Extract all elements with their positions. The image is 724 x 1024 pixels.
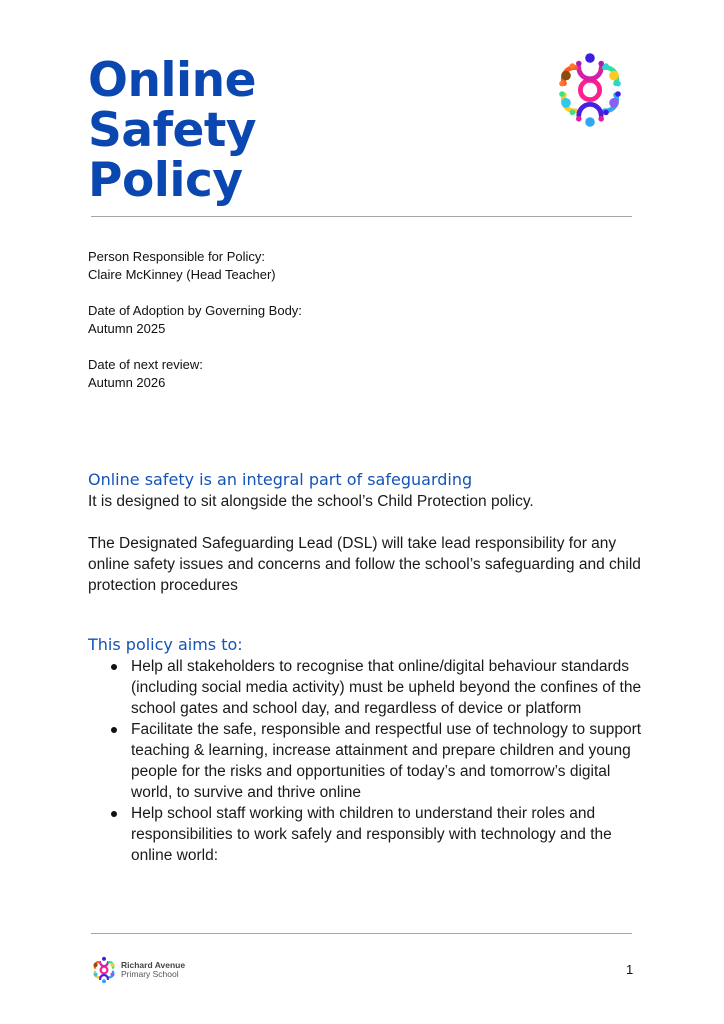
- bullet-icon: [111, 664, 117, 670]
- aims-list: [88, 656, 648, 866]
- title-line-2: Safety: [88, 103, 256, 158]
- review-group: [88, 356, 302, 392]
- school-name-line-2: Primary School: [121, 969, 179, 979]
- list-item: Help school staff working with children to understand their roles and responsibilities to work safely and responsibly with technology and the online world:: [88, 803, 648, 866]
- school-name: [121, 961, 185, 979]
- adoption-group: [88, 302, 302, 338]
- page-title: [88, 53, 256, 208]
- safeguarding-heading: Online safety is an integral part of safeguarding: [88, 470, 473, 489]
- school-logo-small-icon: [90, 956, 118, 984]
- aims-heading: This policy aims to:: [88, 635, 243, 654]
- page-number: 1: [626, 962, 634, 977]
- header-divider: [91, 216, 632, 217]
- title-line-1: Online: [88, 53, 256, 108]
- title-line-3: Policy: [88, 153, 243, 208]
- adoption-label: Date of Adoption by Governing Body:: [88, 303, 302, 318]
- safeguarding-para-1: It is designed to sit alongside the school’s Child Protection policy.: [88, 493, 534, 510]
- footer-divider: [91, 933, 632, 934]
- safeguarding-para-2: The Designated Safeguarding Lead (DSL) will take lead responsibility for any online safety issues and concerns and follow the school’s safeguarding and child protection procedures: [88, 535, 641, 594]
- responsible-group: [88, 248, 302, 284]
- bullet-icon: [111, 811, 117, 817]
- adoption-value: Autumn 2025: [88, 321, 166, 336]
- list-item: Facilitate the safe, responsible and respectful use of technology to support teaching & learning, increase attainment and prepare children and young people for the risks and opportunities of today’s and tomorrow’s digital world, to survive and thrive online: [88, 719, 648, 803]
- responsible-label: Person Responsible for Policy:: [88, 249, 266, 264]
- school-name-line-1: Richard Avenue: [121, 960, 186, 970]
- school-logo-icon: [550, 50, 630, 130]
- review-label: Date of next review:: [88, 357, 203, 372]
- policy-meta: [88, 248, 302, 410]
- review-value: Autumn 2026: [88, 375, 166, 390]
- responsible-value: Claire McKinney (Head Teacher): [88, 267, 276, 282]
- bullet-icon: [111, 727, 117, 733]
- safeguarding-section: [88, 469, 648, 596]
- list-item: Help all stakeholders to recognise that online/digital behaviour standards (including social media activity) must be upheld beyond the confines of the school gates and school day, and regardless of device or platform: [88, 656, 648, 719]
- footer-school-logo: [90, 956, 185, 984]
- aims-section: [88, 634, 648, 866]
